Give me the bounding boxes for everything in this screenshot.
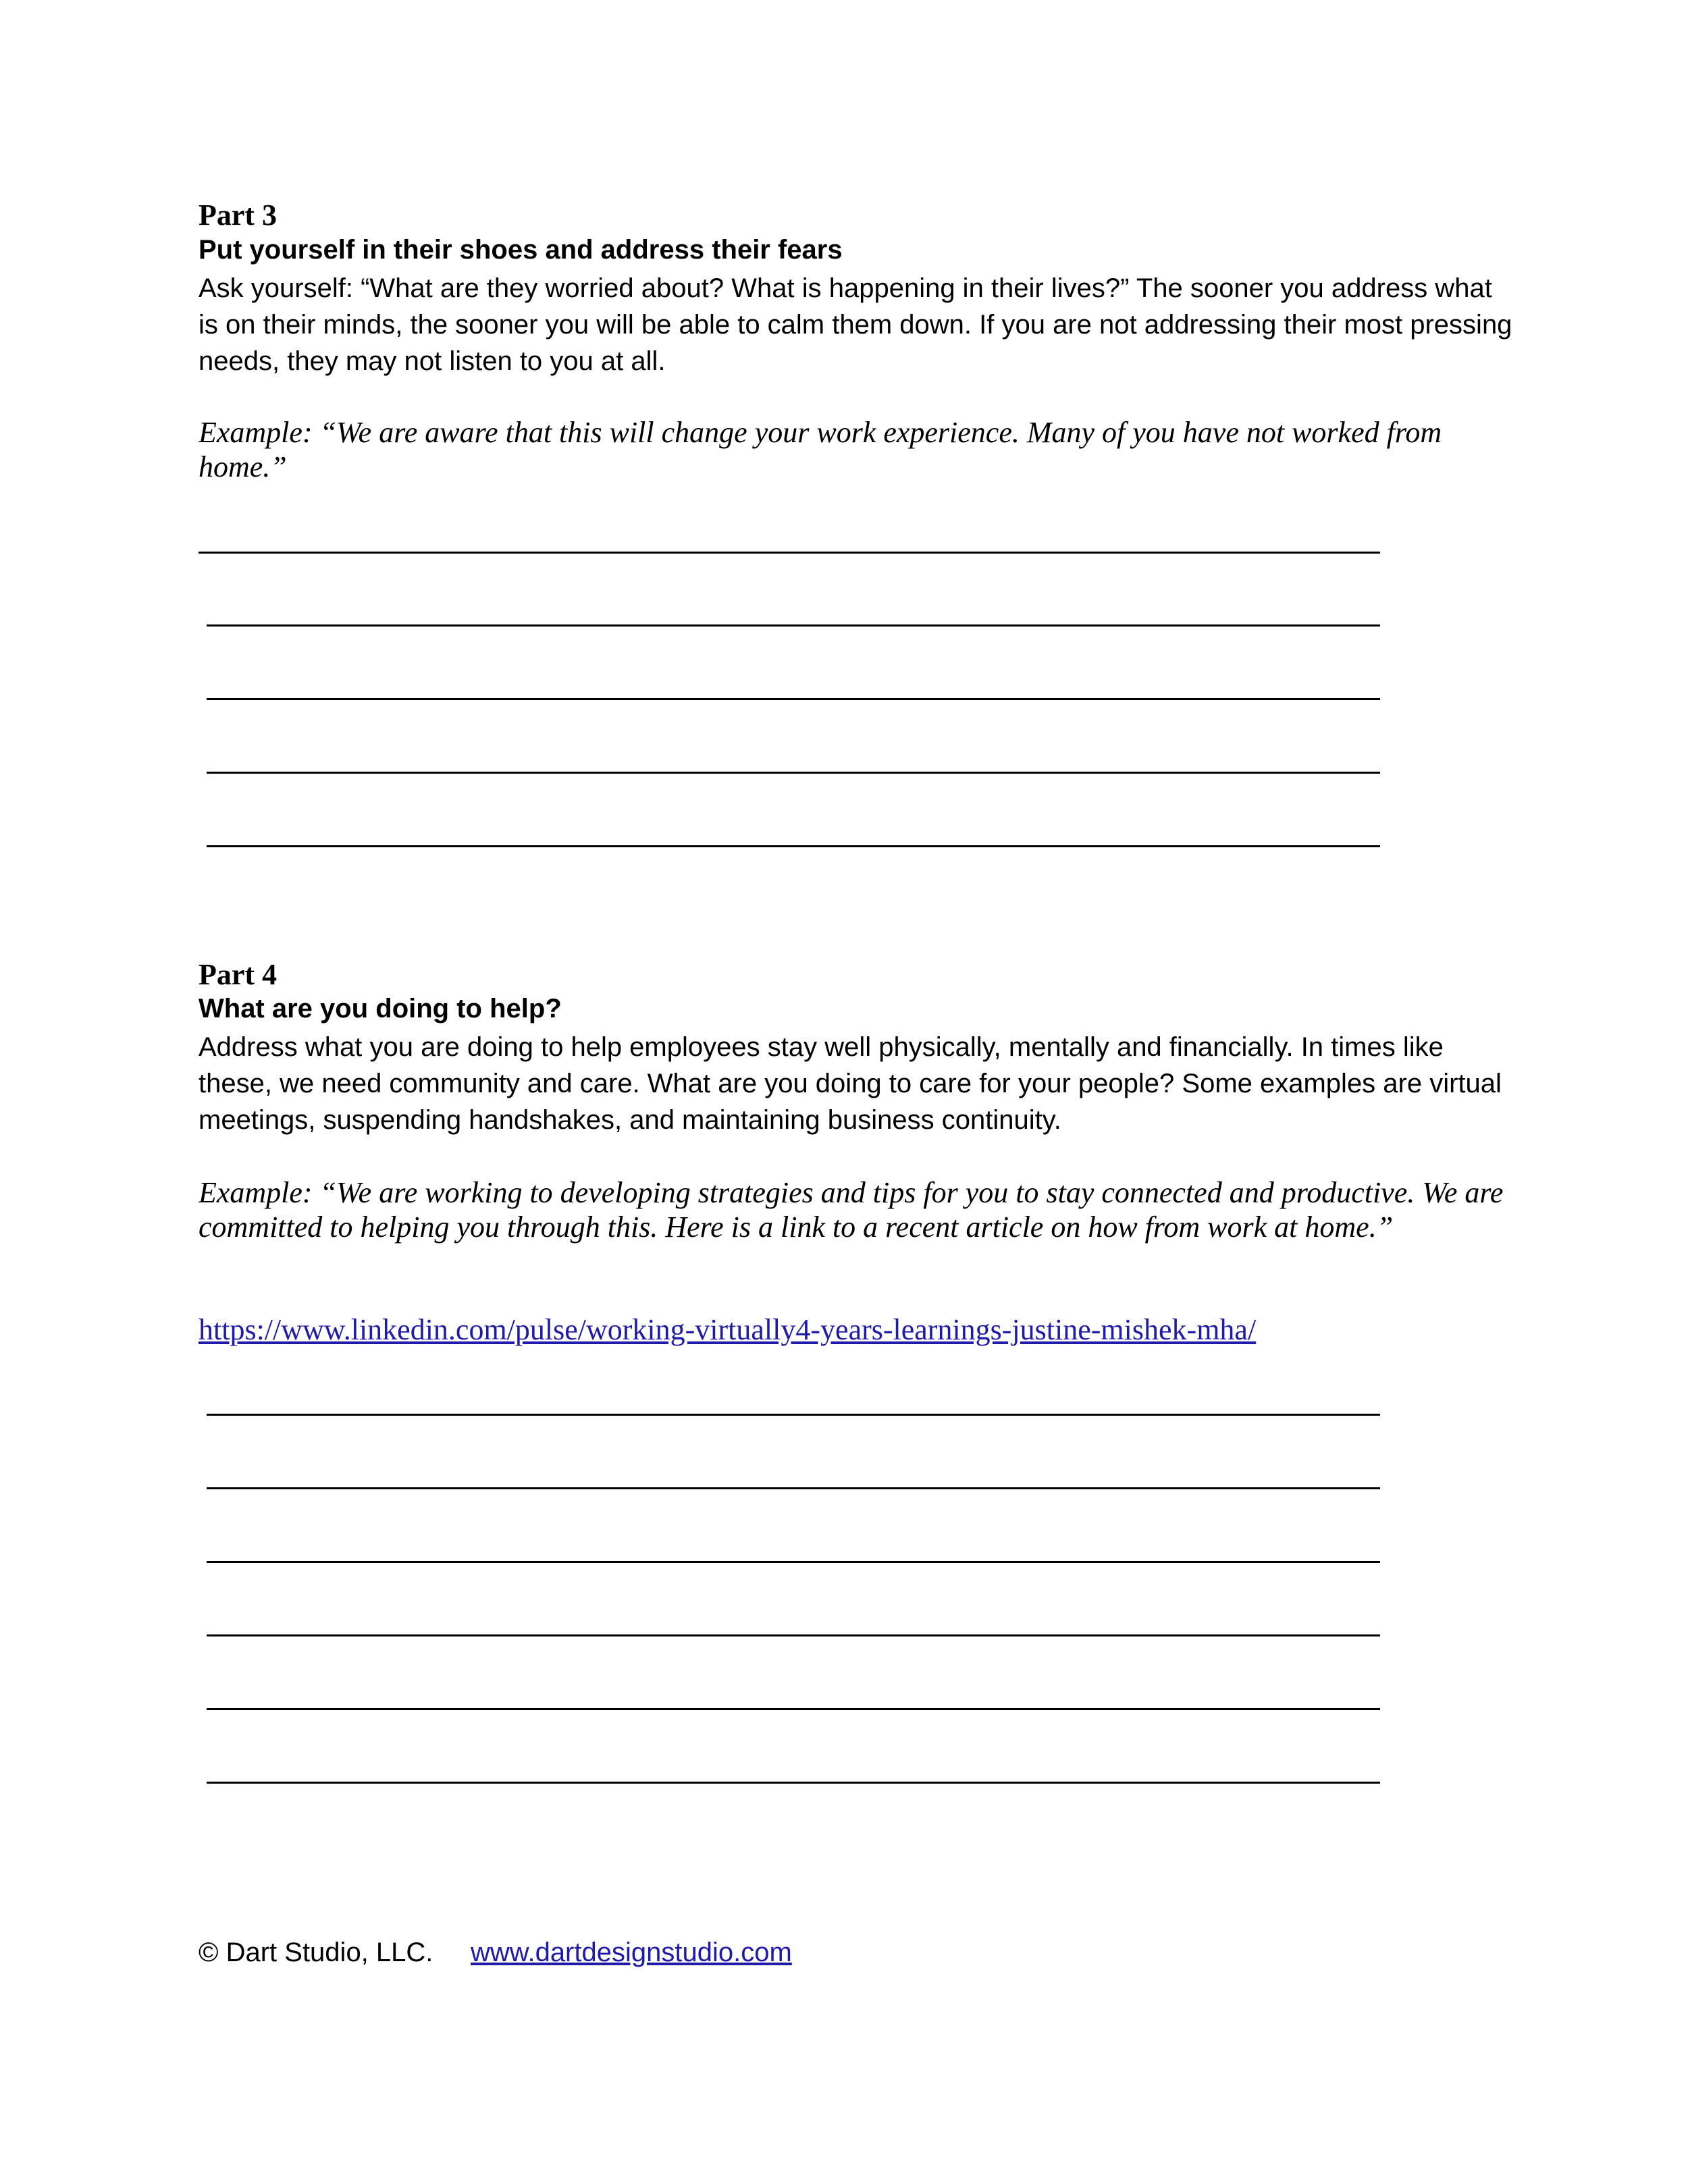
- part-3-answer-line-5[interactable]: [207, 845, 1380, 847]
- part-3-example: [199, 415, 1515, 484]
- part-4-body: Address what you are doing to help employees stay well physically, mentally and financially. In times like these, we need community and care. What are you doing to care for your people? Some examples are virtual meetings, suspending handshakes, and maintaining business continuity.: [199, 1032, 1502, 1135]
- footer-copyright: © Dart Studio, LLC.: [199, 1938, 433, 1967]
- part-4-answer-line-3[interactable]: [207, 1561, 1380, 1563]
- part-4-article-link[interactable]: https://www.linkedin.com/pulse/working-virtually4-years-learnings-justine-mishek-mha/: [199, 1313, 1257, 1346]
- part-4-answer-line-4[interactable]: [207, 1634, 1380, 1636]
- part-4-answer-line-5[interactable]: [207, 1708, 1380, 1710]
- part-3-answer-line-3[interactable]: [207, 698, 1380, 700]
- part-4-answer-line-1[interactable]: [207, 1414, 1380, 1416]
- part-3-heading: Put yourself in their shoes and address their fears: [199, 235, 843, 265]
- part-4-answer-line-2[interactable]: [207, 1487, 1380, 1489]
- part-3-answer-line-4[interactable]: [207, 772, 1380, 774]
- part-4-answer-line-6[interactable]: [207, 1782, 1380, 1784]
- part-3-example-text: : “We are aware that this will change your work experience. Many of you have not worked from home.”: [199, 416, 1442, 483]
- part-3-label: Part 3: [199, 198, 278, 232]
- part-3-answer-line-1[interactable]: [199, 552, 1380, 554]
- part-3-answer-line-2[interactable]: [207, 624, 1380, 627]
- part-4-heading: What are you doing to help?: [199, 994, 562, 1023]
- footer-website-link[interactable]: www.dartdesignstudio.com: [471, 1938, 792, 1967]
- part-4-label: Part 4: [199, 958, 278, 991]
- part-4-example: Example: “We are working to developing strategies and tips for you to stay connected and productive. We are committed to helping you through this. Here is a link to a recent article on how from work at home.”: [199, 1176, 1504, 1244]
- part-3-body: Ask yourself: “What are they worried about? What is happening in their lives?” The sooner you address what is on their minds, the sooner you will be able to calm them down. If you are not addressing their most pressing needs, they may not listen to you at all.: [199, 273, 1512, 376]
- part-3-example-prefix: Example: [199, 416, 302, 449]
